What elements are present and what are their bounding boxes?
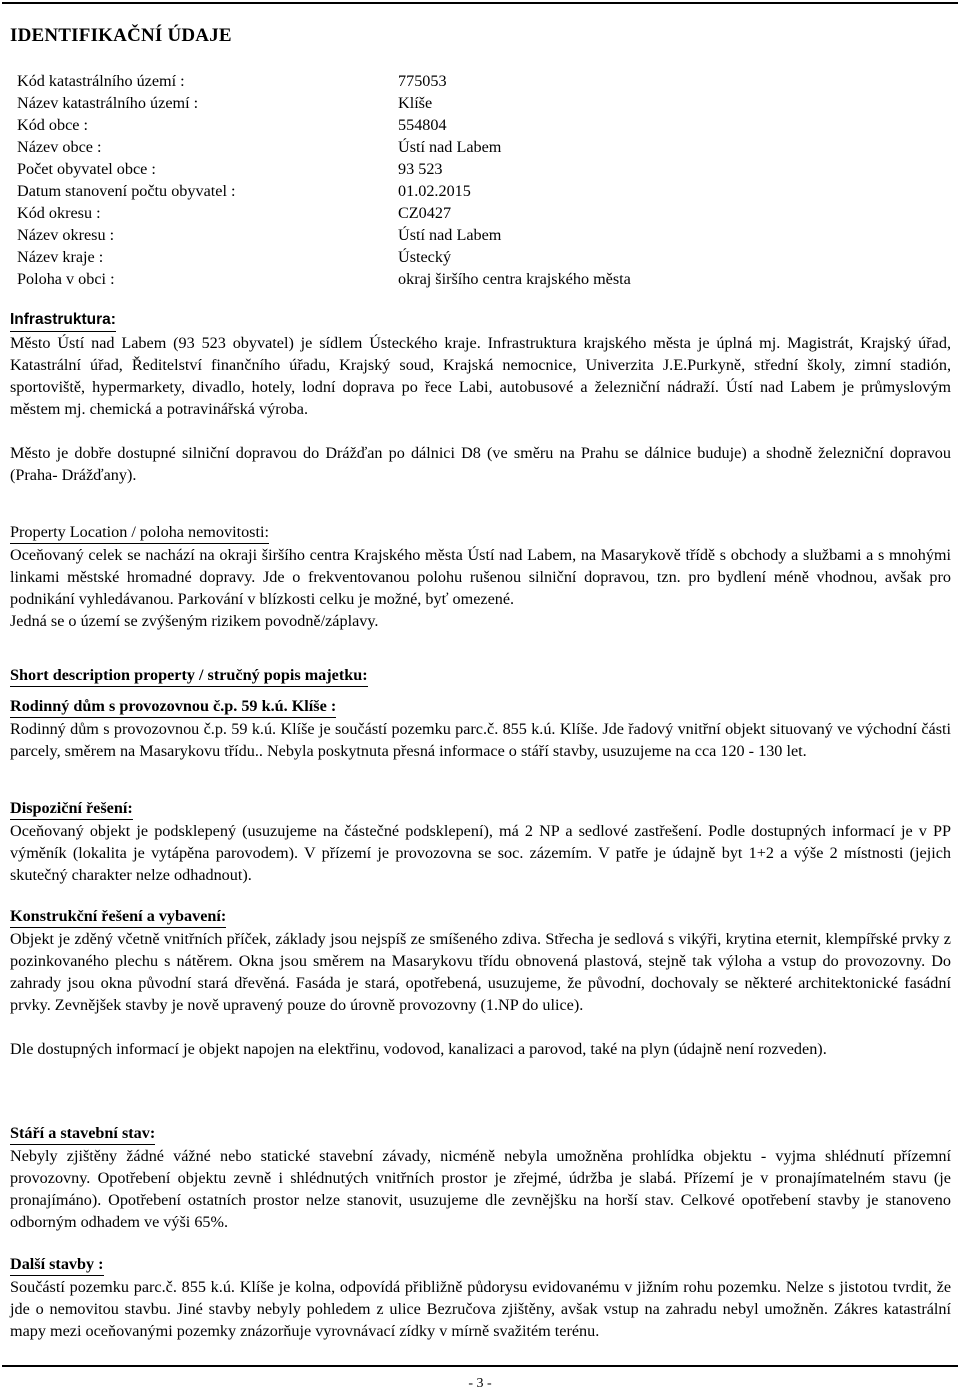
ident-row [17,158,631,180]
bottom-rule [2,1365,958,1367]
construction-section [10,905,951,1060]
location-paragraph: Oceňovaný celek se nachází na okraji širšího centra Krajského města Ústí nad Labem, na Masarykově třídě s obchody a službami a s mnohými linkami městské hromadné dopravy. Jde o frekventovanou polohu rušenou silniční dopravou, tzn. pro bydlení méně vhodnou, avšak pro podnikání vyhledávanou. Parkování v blízkosti celku je možné, byť omezené. [10,546,951,608]
infrastructure-heading: Infrastruktura: [10,309,116,332]
ident-label: Kód obce : [17,116,89,134]
ident-value: Ústí nad Labem [398,138,502,156]
layout-section [10,797,951,886]
page-title: IDENTIFIKAČNÍ ÚDAJE [10,25,232,46]
condition-paragraph: Nebyly zjištěny žádné vážné nebo statické stavební závady, nicméně nebyla umožněna prohlídka objektu - vyjma shlédnutí přízemní provozovny. Opotřebení objektu zevně i shlédnutých vnitřních prostor je zřejmé, údržba je slabá. Přízemí je v pronajímatelném stavu (je pronajímáno). Opotřebení ostatních prostor nelze stanovit, usuzujeme dle zevnějšku na horší stav. Celkové opotřebení stavby je stanoveno odborným odhadem ve výši 65%. [10,1147,951,1231]
infrastructure-paragraph: Město Ústí nad Labem (93 523 obyvatel) je sídlem Ústeckého kraje. Infrastruktura krajského města je úplná mj. Magistrát, Krajský úřad, Katastrální úřad, Ředitelství finančního úřadu, Krajský soud, Krajská nemocnice, Univerzita J.E.Purkyně, střední školy, zimní stadión, sportoviště, hypermarkety, divadlo, hotely, lodní doprava po řece Labi, autobusové a železniční nádraží. Ústí nad Labem je průmyslovým městem mj. chemická a potravinářská výroba. [10,334,951,418]
ident-row [17,180,631,202]
ident-value: Klíše [398,94,433,112]
ident-row [17,246,631,268]
location-heading: Property Location / poloha nemovitosti: [10,521,269,544]
identification-table [17,70,631,290]
condition-heading: Stáří a stavební stav: [10,1122,155,1145]
ident-value: 93 523 [398,160,443,178]
short-description-section [10,664,951,762]
infrastructure-section [10,309,951,486]
ident-value: Ústí nad Labem [398,226,502,244]
flood-risk-paragraph: Jedná se o území se zvýšeným rizikem povodně/záplavy. [10,612,379,630]
ident-row [17,114,631,136]
ident-value: 775053 [398,72,447,90]
other-buildings-heading: Další stavby : [10,1253,104,1276]
page-number: - 3 - [468,1376,492,1391]
ident-label: Název obce : [17,138,102,156]
property-subheading: Rodinný dům s provozovnou č.p. 59 k.ú. Klíše : [10,695,336,718]
utilities-paragraph: Dle dostupných informací je objekt napojen na elektřinu, vodovod, kanalizaci a parovod, také na plyn (údajně není rozveden). [10,1040,827,1058]
ident-row [17,202,631,224]
layout-heading: Dispoziční řešení: [10,797,133,820]
ident-label: Počet obyvatel obce : [17,160,156,178]
ident-value: Ústecký [398,248,452,266]
construction-paragraph: Objekt je zděný včetně vnitřních příček, základy jsou nejspíš ze smíšeného zdiva. Střecha je sedlová s vikýři, krytina eternit, klempířské prvky z pozinkovaného plechu s nátěrem. Okna jsou směrem na Masarykovu třídu obnovená plastová, stejně tak výloha a vstup do provozovny. Do zahrady jsou okna původní stará dřevěná. Fasáda je stará, opotřebená, usuzujeme, že původní, dochovaly se některé architektonické fasádní prvky. Zevnějšek stavby je nově upravený pouze do úrovně provozovny (1.NP do ulice). [10,930,951,1014]
construction-heading: Konstrukční řešení a vybavení: [10,905,226,928]
ident-label: Poloha v obci : [17,270,115,288]
ident-value: 01.02.2015 [398,182,471,200]
ident-label: Datum stanovení počtu obyvatel : [17,182,236,200]
ident-row [17,268,631,290]
other-buildings-section [10,1253,951,1342]
ident-label: Název kraje : [17,248,104,266]
ident-label: Kód katastrálního území : [17,72,185,90]
layout-paragraph: Oceňovaný objekt je podsklepený (usuzujeme na částečné podsklepení), má 2 NP a sedlové zastřešení. Podle dostupných informací je v PP výměník (lokalita je vytápěna parovodem). V přízemí je provozovna se soc. zázemím. V patře je údajně byt 1+2 a výše 2 místnosti (jejich skutečný charakter nelze odhadnout). [10,822,951,884]
ident-value: okraj širšího centra krajského města [398,270,631,288]
transport-paragraph: Město je dobře dostupné silniční dopravou do Drážďan po dálnici D8 (ve směru na Prahu se dálnice buduje) a shodně železniční dopravou (Praha- Drážďany). [10,444,951,484]
location-section [10,521,951,632]
ident-row [17,70,631,92]
property-paragraph: Rodinný dům s provozovnou č.p. 59 k.ú. Klíše je součástí pozemku parc.č. 855 k.ú. Klíše. Jde řadový vnitřní objekt situovaný ve východní části parcely, směrem na Masarykovu třídu.. Nebyla poskytnuta přesná informace o stáří stavby, usuzujeme na cca 120 - 130 let. [10,720,951,760]
ident-value: CZ0427 [398,204,452,222]
ident-label: Název okresu : [17,226,115,244]
other-buildings-paragraph: Součástí pozemku parc.č. 855 k.ú. Klíše je kolna, odpovídá přibližně půdorysu evidovanému v jižním rohu pozemku. Nelze s jistotou tvrdit, že jde o nemovitou stavbu. Jiné stavby nebyly pohledem z ulice Bezručova zjištěny, avšak vstup na zahradu nebyl umožněn. Zákres katastrální mapy mezi oceňovanými pozemky znázorňuje vyrovnávací zídky v mírně svažitém terénu. [10,1278,951,1340]
ident-label: Název katastrálního území : [17,94,199,112]
ident-label: Kód okresu : [17,204,101,222]
top-rule [2,2,958,4]
ident-row [17,92,631,114]
ident-row [17,224,631,246]
ident-row [17,136,631,158]
ident-value: 554804 [398,116,447,134]
condition-section [10,1122,951,1233]
short-description-heading: Short description property / stručný popis majetku: [10,664,368,687]
